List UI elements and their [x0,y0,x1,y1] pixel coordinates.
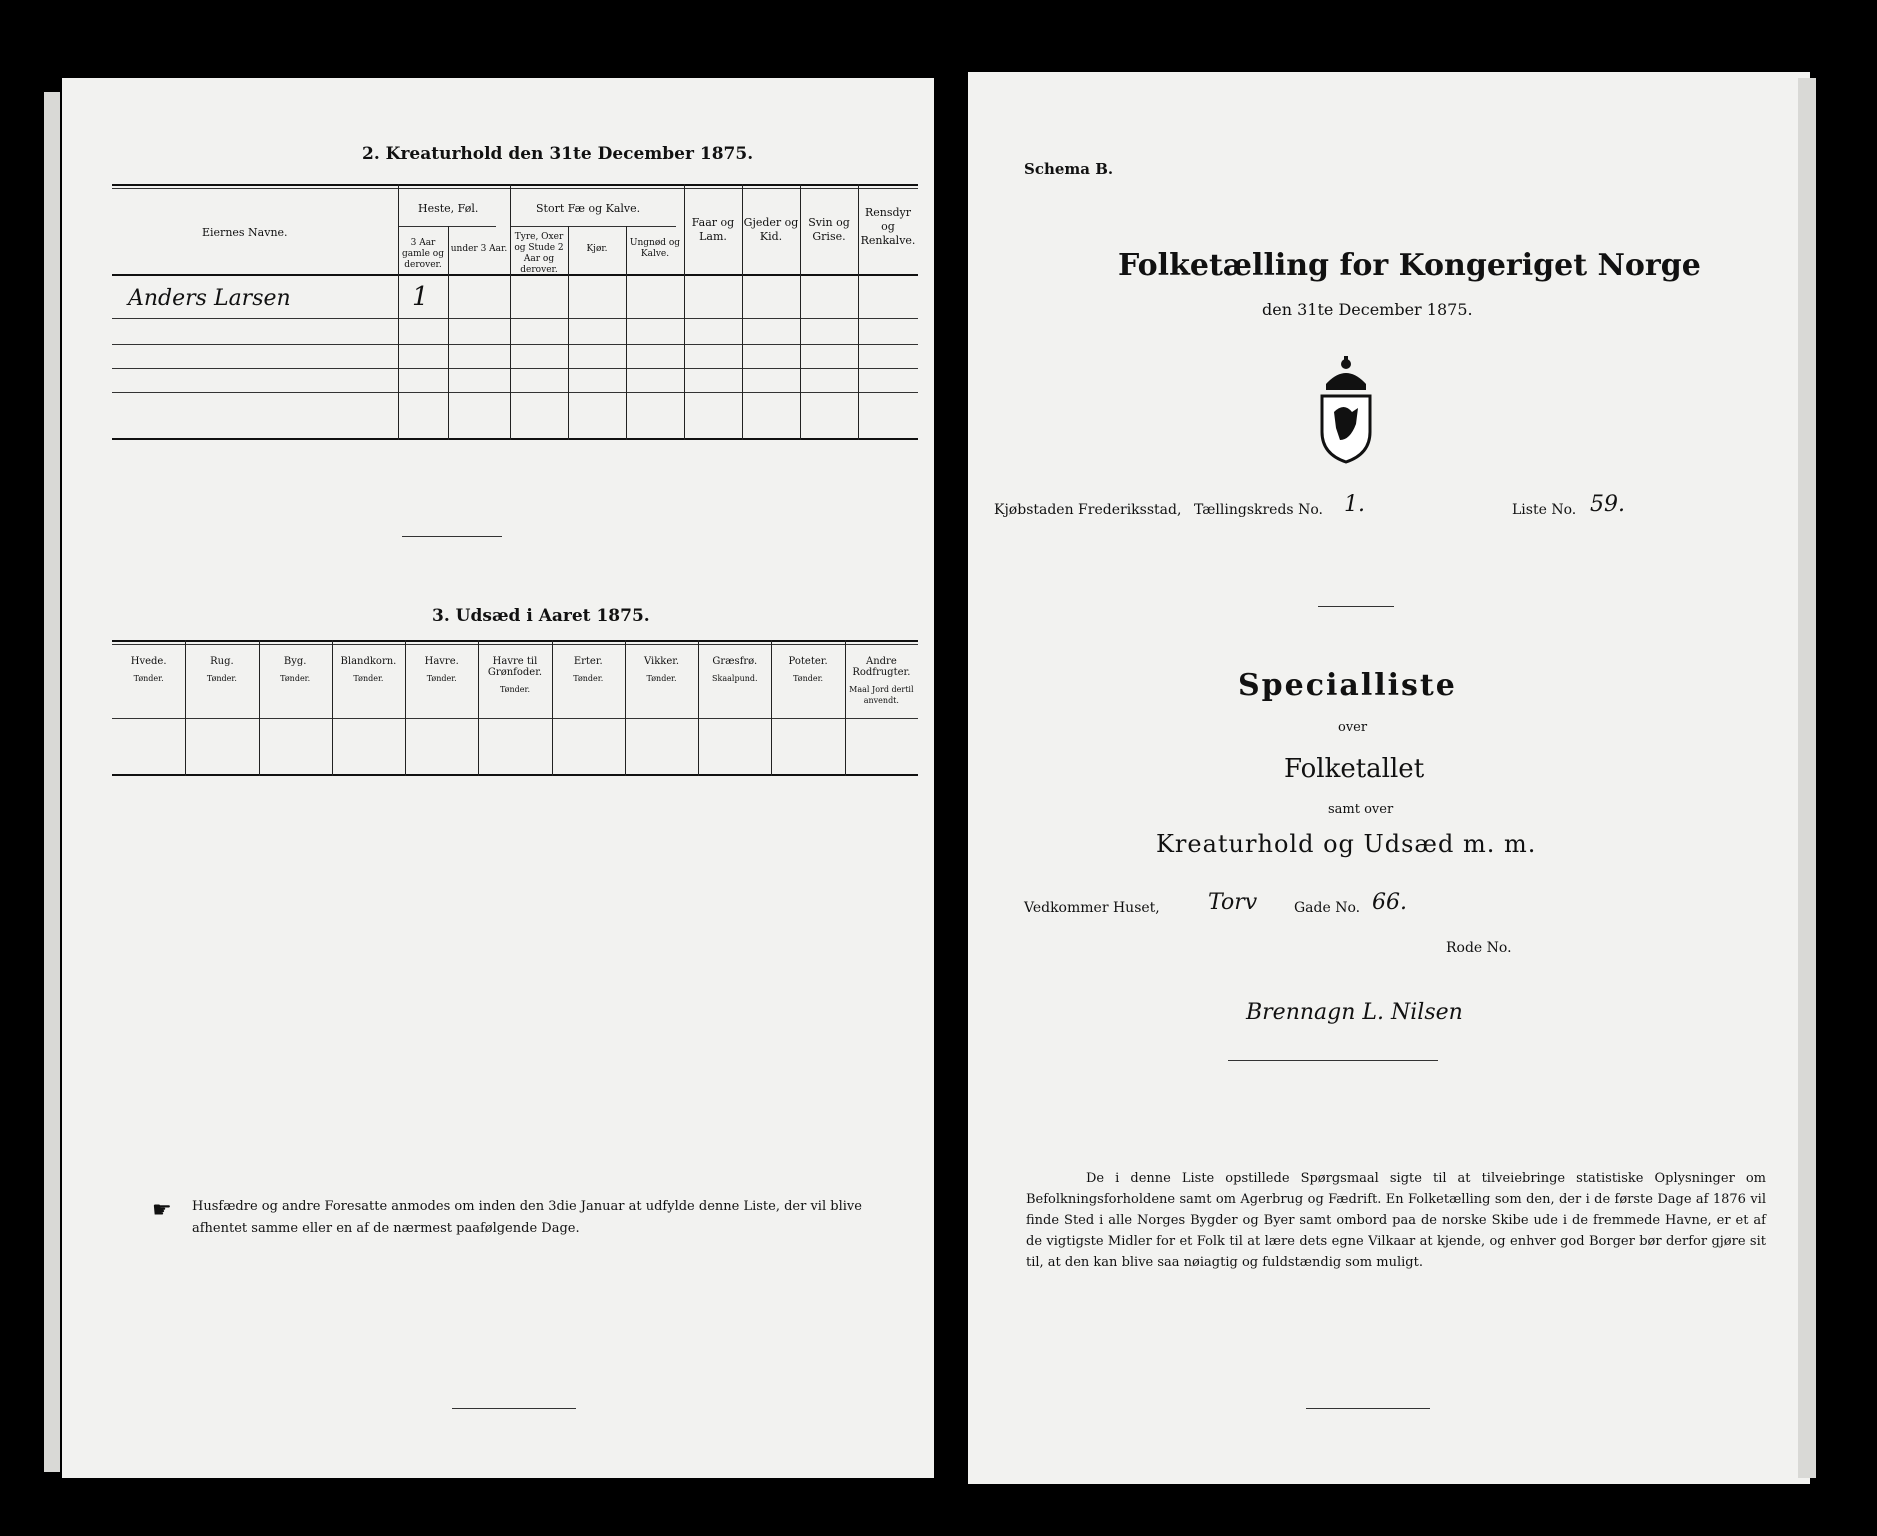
rode-label: Rode No. [1446,940,1512,956]
vedkommer-label: Vedkommer Huset, [1024,900,1160,916]
heste-old-value: 1 [412,282,429,312]
signature: Brennagn L. Nilsen [1246,1000,1463,1025]
udsaed-header [332,656,405,684]
crop-label: Rug. [210,656,234,667]
right-page [968,72,1810,1484]
udsaed-header [259,656,332,684]
separator [452,1408,576,1409]
main-title: Folketælling for Kongeriget Norge [1118,248,1701,283]
specialliste-heading: Specialliste [1238,668,1457,703]
udsaed-header [845,656,918,706]
table-row-rule [112,368,918,369]
street-value: Torv [1208,890,1258,915]
table-rule [112,644,918,645]
udsaed-header [625,656,698,684]
owner-name: Anders Larsen [128,286,291,311]
table-row-rule [112,344,918,345]
liste-value: 59. [1590,492,1625,517]
table-col [398,184,399,440]
separator [1318,606,1394,607]
table-row-rule [112,318,918,319]
udsaed-header [478,656,551,695]
table-col [568,226,569,440]
header-faar: Faar og Lam. [691,216,735,243]
header-stort-oxer: Tyre, Oxer og Stude 2 Aar og derover. [514,232,564,275]
crop-label: Byg. [283,656,307,667]
unit-label: Maal Jord dertil anvendt. [849,685,914,705]
header-heste: Heste, Føl. [418,202,479,215]
folketallet-heading: Folketallet [1284,754,1425,784]
gade-label: Gade No. [1294,900,1361,916]
unit-label: Tønder. [573,674,604,683]
header-heste-young: under 3 Aar. [450,244,508,254]
header-stort-kjor: Kjør. [586,244,608,254]
crop-label: Havre til Grønfoder. [487,656,543,678]
crop-label: Poteter. [788,656,828,667]
table-col [510,184,511,440]
crop-label: Blandkorn. [340,656,397,667]
table-rule [112,184,918,186]
udsaed-header [405,656,478,684]
table-row-rule [112,392,918,393]
over-text: over [1338,720,1368,735]
unit-label: Tønder. [426,674,457,683]
coat-of-arms-icon [1314,354,1378,464]
left-page [62,78,934,1478]
table-rule [112,774,918,776]
page-edge [1798,78,1816,1478]
header-rensdyr: Rensdyr og Renkalve. [860,206,916,247]
unit-label: Tønder. [646,674,677,683]
unit-label: Tønder. [793,674,824,683]
table-rule [510,226,676,227]
crop-label: Græsfrø. [712,656,758,667]
schema-label: Schema B. [1024,160,1114,178]
udsaed-header [552,656,625,684]
date-line: den 31te December 1875. [1262,300,1473,319]
page-edge [44,92,60,1472]
unit-label: Tønder. [499,685,530,694]
table-rule [112,438,918,440]
unit-label: Tønder. [133,674,164,683]
taellingskreds-label: Tællingskreds No. [1194,502,1323,518]
unit-label: Tønder. [353,674,384,683]
header-gjeder: Gjeder og Kid. [743,216,799,243]
table-rule [112,188,918,189]
unit-label: Skaalpund. [712,674,758,683]
header-svin: Svin og Grise. [808,216,850,243]
signature-line [1228,1060,1438,1061]
udsaed-header [185,656,258,684]
kreatur-title: 2. Kreaturhold den 31te December 1875. [362,144,754,164]
gade-value: 66. [1372,890,1407,915]
kreaturhold-heading: Kreaturhold og Udsæd m. m. [1156,830,1537,858]
crop-label: Erter. [573,656,603,667]
unit-label: Tønder. [206,674,237,683]
header-stort: Stort Fæ og Kalve. [536,202,641,215]
header-stort-ungnod: Ungnød og Kalve. [629,238,681,259]
header-heste-old: 3 Aar gamle og derover. [402,238,444,270]
separator [1306,1408,1430,1409]
header-names: Eiernes Navne. [202,226,288,239]
table-col [448,226,449,440]
table-rule [112,640,918,642]
separator [402,536,502,537]
liste-label: Liste No. [1512,502,1577,518]
udsaed-header [112,656,185,684]
crop-label: Havre. [424,656,459,667]
body-paragraph: De i denne Liste opstillede Spørgsmaal sigte til at tilveiebringe statistiske Oplysninger om Befolkningsforholdene samt om Agerbrug og Fædrift. En Folketælling som den, der i de første Dage af 1876 vil finde Sted i alle Norges Bygder og Byer samt ombord paa de norske Skibe ude i de fremmede Havne, er et af de vigtigste Midler for et Folk til at lære dets egne Vilkaar at kjende, og enhver god Borger bør derfor gjøre sit til, at den kan blive saa nøiagtig og fuldstændig som muligt. [1026,1171,1766,1270]
udsaed-header [771,656,844,684]
crop-label: Andre Rodfrugter. [852,656,911,678]
table-rule [112,718,918,719]
udsaed-title: 3. Udsæd i Aaret 1875. [432,606,650,626]
table-rule [398,226,496,227]
unit-label: Tønder. [280,674,311,683]
pointing-hand-icon: ☛ [152,1198,172,1223]
udsaed-header [698,656,771,684]
kjobstad-label: Kjøbstaden Frederiksstad, [994,502,1182,518]
taellingskreds-value: 1. [1344,492,1365,517]
samt-over-text: samt over [1328,802,1394,817]
crop-label: Hvede. [130,656,167,667]
notice-text: Husfædre og andre Foresatte anmodes om inden den 3die Januar at udfylde denne Liste, der vil blive afhentet samme eller en af de nærmest paafølgende Dage. [192,1199,862,1236]
crop-label: Vikker. [643,656,680,667]
